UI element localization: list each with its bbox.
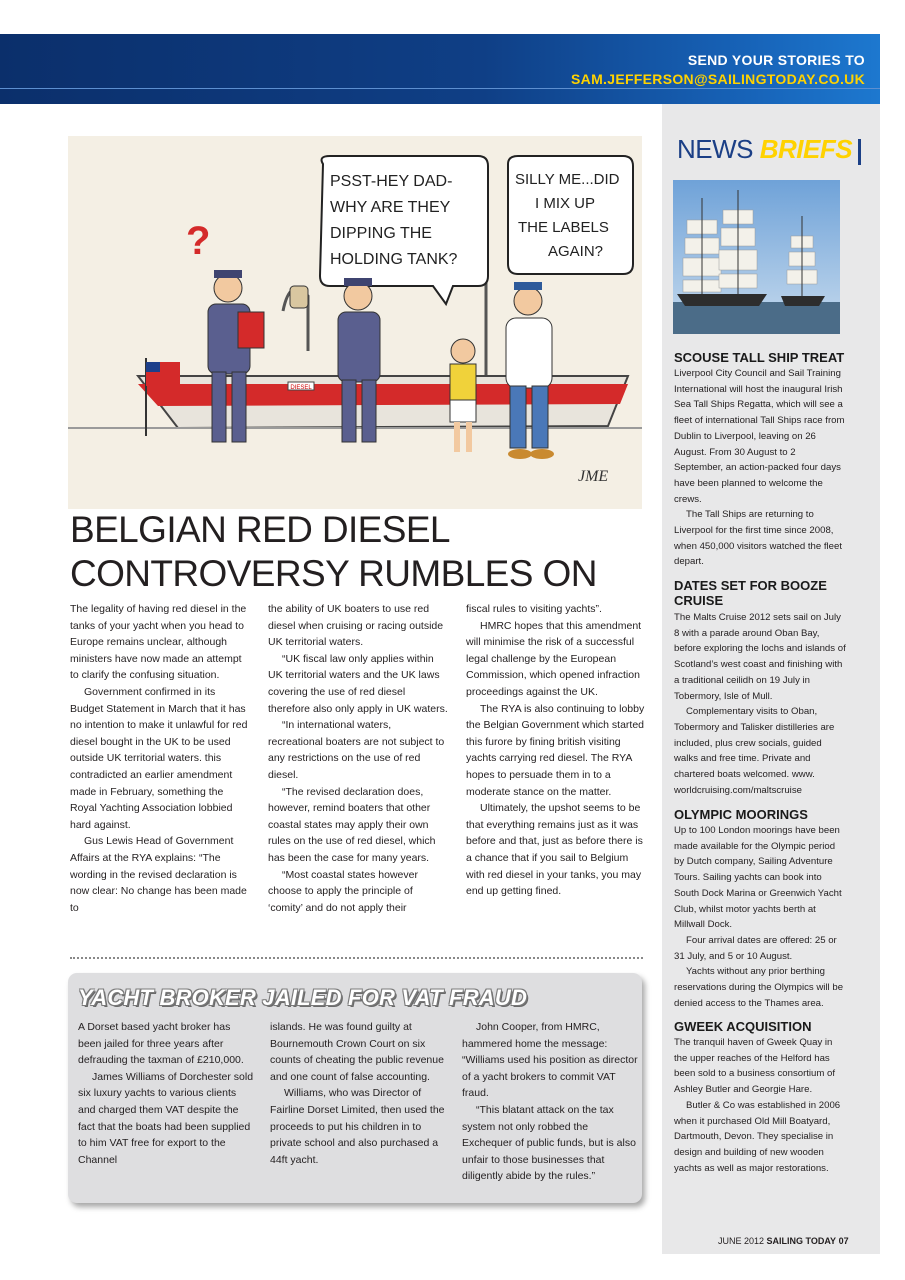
brief-body <box>674 610 846 798</box>
paragraph: Yachts without any prior berthing reservations during the Olympics will be denied access to the Thames area. <box>674 966 844 1009</box>
brief-heading: GWEEK ACQUISITION <box>674 1019 812 1034</box>
bubble1-line4: HOLDING TANK? <box>330 251 458 268</box>
paragraph: The legality of having red diesel in the tanks of your yacht when you head to Europe remains unclear, although ministers have now made an attempt to clarify the confusing situation. <box>70 603 247 682</box>
article-column-1 <box>70 601 250 916</box>
article-column-3 <box>466 601 646 900</box>
news-briefs-title <box>677 134 852 165</box>
brief-heading: SCOUSE TALL SHIP TREAT <box>674 350 845 365</box>
issue-date: JUNE 2012 <box>718 1236 765 1246</box>
box-column-2 <box>270 1019 446 1168</box>
artist-signature: JME <box>578 468 609 485</box>
paragraph: “UK fiscal law only applies within UK territorial waters and the UK laws covering the use of red diesel therefore also only apply in UK waters. <box>268 652 448 715</box>
svg-text:?: ? <box>186 219 211 263</box>
paragraph: islands. He was found guilty at Bournemouth Crown Court on six counts of cheating the public revenue and one count of false accounting. <box>270 1021 444 1083</box>
header-bar <box>0 34 880 104</box>
headline-line-2: CONTROVERSY RUMBLES ON <box>70 553 597 594</box>
paragraph: the ability of UK boaters to use red diesel when cruising or racing outside UK territorial waters. <box>268 603 444 649</box>
paragraph: “The revised declaration does, however, remind boaters that other coastal states may apply their own rules on the use of red diesel, which has been the case for many years. <box>268 785 436 864</box>
brief-body <box>674 366 846 570</box>
paragraph: Butler & Co was established in 2006 when it purchased Old Mill Boatyard, Dartmouth, Devon. They specialise in design and building of new wooden yachts as well as major restorations. <box>674 1099 841 1174</box>
paragraph: James Williams of Dorchester sold six luxury yachts to various clients and charged them VAT despite the fact that the boats had been supplied to him VAT free for export to the Channel <box>78 1070 254 1166</box>
paragraph: The Tall Ships are returning to Liverpool for the first time since 2008, when 450,000 visitors watched the fleet depart. <box>674 509 842 568</box>
bubble2-line3: THE LABELS <box>518 219 609 236</box>
paragraph: The tranquil haven of Gweek Quay in the upper reaches of the Helford has been sold to a business consortium of Ashley Butler and Georgie Hare. <box>674 1037 836 1096</box>
bubble1-line2: WHY ARE THEY <box>330 199 451 216</box>
page-footer <box>718 1236 849 1246</box>
paragraph: Ultimately, the upshot seems to be that everything remains just as it was before and that, just as before there is a chance that if you sail to Belgium with red diesel in your tanks, you may end up getting fined. <box>466 802 643 898</box>
paragraph: HMRC hopes that this amendment will minimise the risk of a successful legal challenge by the European Commission, which opened infraction proceedings against the UK. <box>466 619 642 698</box>
paragraph: Gus Lewis Head of Government Affairs at the RYA explains: “The wording in the revised declaration is now clear: No change has been made to <box>70 835 247 914</box>
paragraph: Four arrival dates are offered: 25 or 31 July, and 5 or 10 August. <box>674 934 837 962</box>
brief-body <box>674 1035 846 1176</box>
cartoon-illustration <box>68 136 642 509</box>
box-column-3 <box>462 1019 638 1185</box>
magazine-name: SAILING TODAY <box>766 1236 837 1246</box>
paragraph: Up to 100 London moorings have been made available for the Olympic period by Dutch company, Sailing Adventure Tours. Sailing yachts can book into South Dock Marina or Greenwich Yacht Club, whilst motor yachts berth at Millwall Dock. <box>674 825 842 931</box>
article-column-2 <box>268 601 448 916</box>
section-divider <box>70 957 643 959</box>
hull-label: DIESEL <box>290 385 312 391</box>
paragraph: The Malts Cruise 2012 sets sail on July 8 with a parade around Oban Bay, before exploring the lochs and islands of Scotland’s west coast and finishing with a traditional ceilidh on 19 July in Tobermory, Isle of Mull. <box>674 612 846 702</box>
box-title: YACHT BROKER JAILED FOR VAT FRAUD <box>78 985 528 1010</box>
headline-line-1: BELGIAN RED DIESEL <box>70 509 450 550</box>
bubble2-line1: SILLY ME...DID <box>515 171 620 188</box>
send-stories-label: SEND YOUR STORIES TO <box>687 52 865 68</box>
bubble1-line1: PSST-HEY DAD- <box>330 173 453 190</box>
bubble2-line2: I MIX UP <box>535 195 596 212</box>
paragraph: Williams, who was Director of Fairline Dorset Limited, then used the proceeds to put his children in to private school and also purchased a 44ft yacht. <box>270 1087 445 1166</box>
tall-ships-photo <box>673 180 840 334</box>
paragraph: A Dorset based yacht broker has been jailed for three years after defrauding the taxman of £210,000. <box>78 1021 244 1067</box>
bubble1-line3: DIPPING THE <box>330 225 432 242</box>
contact-email[interactable]: SAM.JEFFERSON@SAILINGTODAY.CO.UK <box>571 71 865 87</box>
page-number: 07 <box>838 1236 849 1246</box>
paragraph: fiscal rules to visiting yachts”. <box>466 603 602 615</box>
briefs-word: BRIEFS <box>759 134 853 164</box>
paragraph: Government confirmed in its Budget Statement in March that it has no intention to make it unlawful for red diesel bought in the UK to be used outside UK territorial waters. this contradicted an earlier amendment made in February, something the Royal Yachting Association lobbied hard against. <box>70 685 248 831</box>
paragraph: “This blatant attack on the tax system not only robbed the Exchequer of public funds, but is also unfair to those businesses that diligently abide by the rules.” <box>462 1103 636 1183</box>
title-accent-bar <box>858 139 861 165</box>
paragraph: “Most coastal states however choose to apply the principle of ‘comity’ and do not apply their <box>268 868 418 914</box>
bubble2-line4: AGAIN? <box>548 243 604 260</box>
paragraph: The RYA is also continuing to lobby the Belgian Government which started this furore by fining british visiting yachts carrying red diesel. The RYA hopes to persuade them in to a moderate stance on the matter. <box>466 702 645 798</box>
brief-body <box>674 823 846 1011</box>
article-headline <box>70 508 650 596</box>
brief-heading: DATES SET FOR BOOZE CRUISE <box>674 578 827 608</box>
box-column-1 <box>78 1019 254 1168</box>
paragraph: Liverpool City Council and Sail Training International will host the inaugural Irish Sea Tall Ships Regatta, which will see a fleet of international Tall Ships race from Dublin to Liverpool, leaving on 26 August. From 30 August to 2 September, an action-packed four days have been planned to welcome the crews. <box>674 368 845 505</box>
paragraph: John Cooper, from HMRC, hammered home the message: “Williams used his position as director of a yacht brokers to commit VAT fraud. <box>462 1021 638 1100</box>
news-word: NEWS <box>677 134 753 164</box>
paragraph: “In international waters, recreational boaters are not subject to any restrictions on the use of red diesel. <box>268 719 445 781</box>
paragraph: Complementary visits to Oban, Tobermory and Talisker distilleries are included, plus crew socials, guided walks and free time. Private and chartered boats welcomed. www. worldcruising.com/maltscruise <box>674 706 835 796</box>
brief-heading: OLYMPIC MOORINGS <box>674 807 808 822</box>
